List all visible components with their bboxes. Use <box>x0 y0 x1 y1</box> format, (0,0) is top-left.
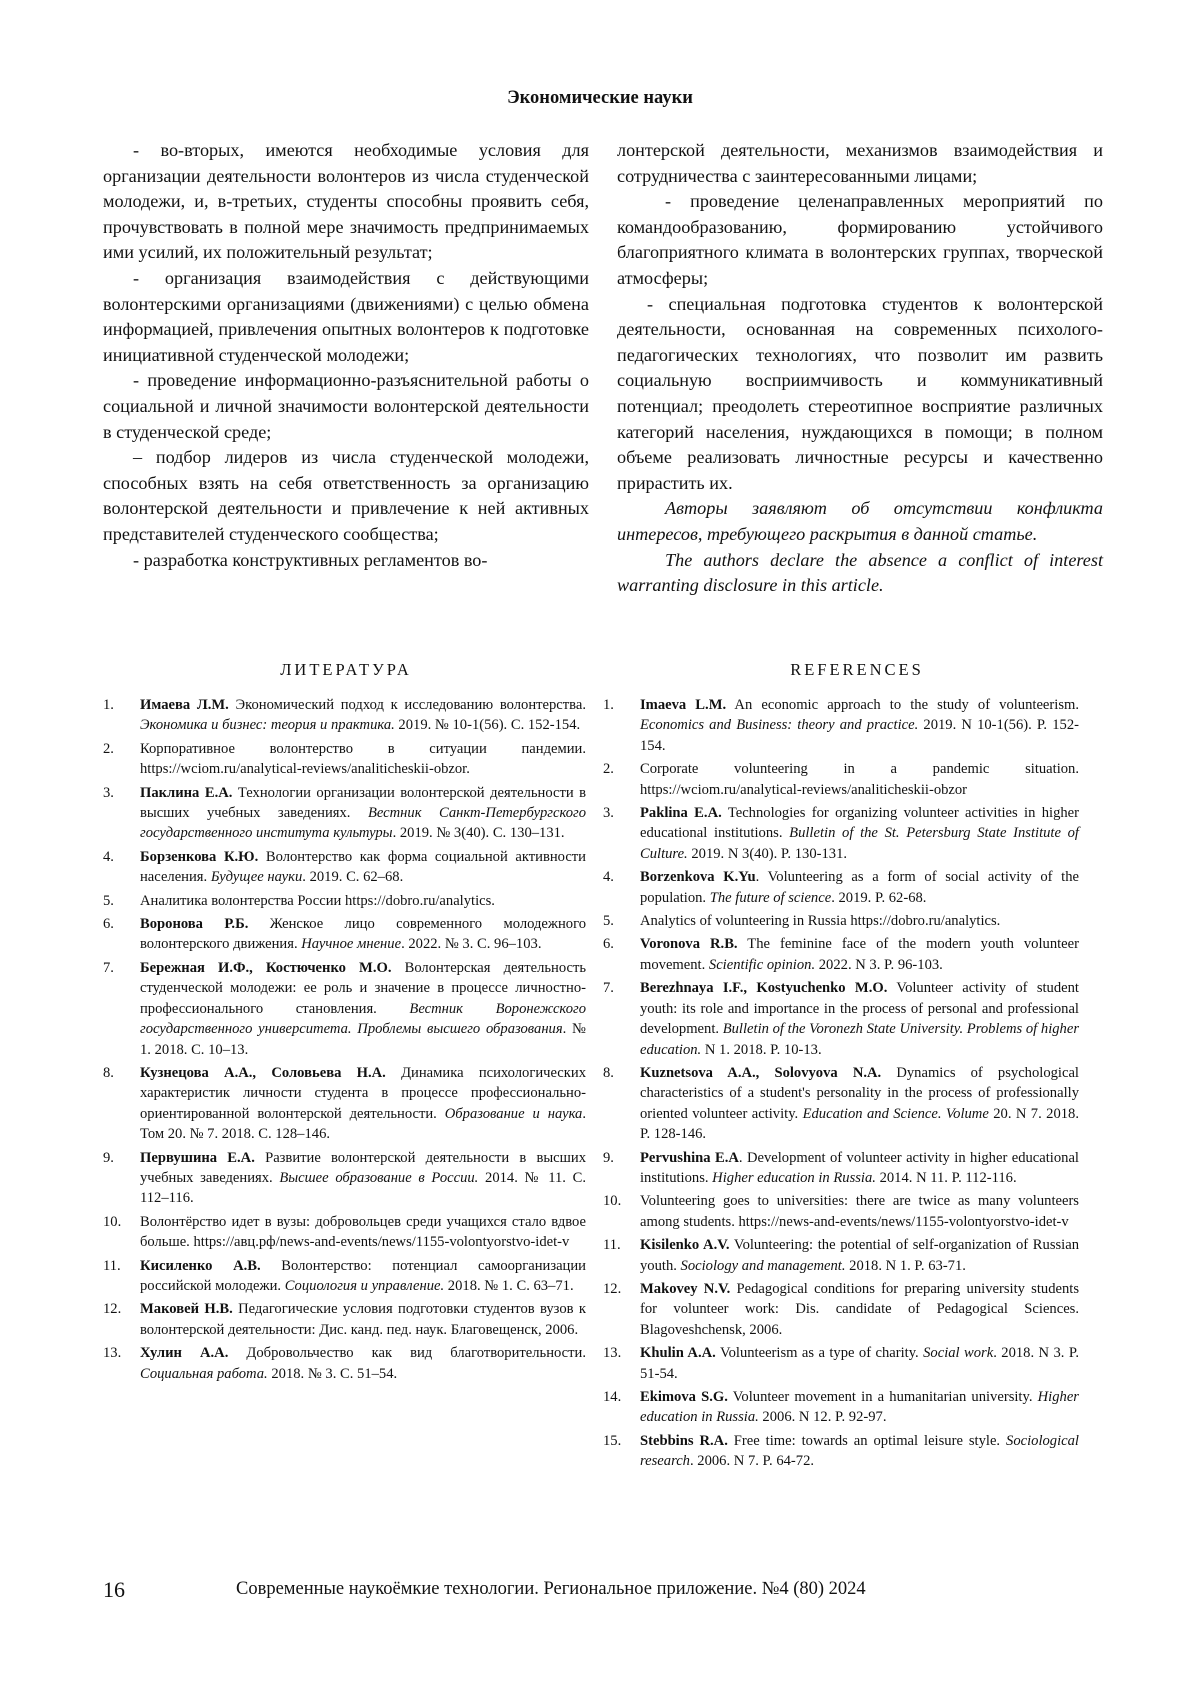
reference-body: Педагогические условия подготовки студентов вузов к волонтерской деятельности: Дис. канд. пед. наук. Благовещенск, 2006. <box>140 1301 586 1338</box>
reference-number: 11. <box>103 1257 121 1274</box>
reference-text <box>640 1148 1079 1189</box>
reference-item <box>603 1063 1079 1145</box>
reference-item <box>603 867 1079 908</box>
reference-item <box>603 1279 1079 1340</box>
reference-source: The future of science <box>709 889 832 906</box>
reference-body: Развитие волонтерской деятельности в высших учебных заведениях. <box>140 1149 586 1186</box>
reference-body: Volunteering: the potential of self-organization of Russian youth. <box>640 1237 1080 1274</box>
reference-source: Высшее образование в России. <box>279 1169 479 1186</box>
reference-item <box>603 1191 1079 1232</box>
reference-text <box>640 1063 1079 1145</box>
reference-body: The feminine face of the modern youth volunteer movement. <box>640 936 1079 973</box>
reference-item <box>603 1343 1079 1384</box>
reference-number: 2. <box>603 761 614 778</box>
reference-details: 2014. N 11. P. 112-116. <box>875 1169 1017 1186</box>
reference-item <box>603 1148 1079 1189</box>
reference-text <box>640 934 1079 975</box>
reference-source: Sociology and management. <box>680 1257 846 1274</box>
reference-item <box>603 1387 1079 1428</box>
reference-number: 10. <box>603 1193 622 1210</box>
reference-details: 2006. N 12. P. 92-97. <box>758 1409 887 1426</box>
paragraph: – подбор лидеров из числа студенческой молодежи, способных взять на себя ответственность за организацию волонтерской деятельности и привлечение к ней активных представителей студенческого сообщества; <box>103 447 589 544</box>
reference-number: 6. <box>103 916 114 933</box>
reference-text <box>640 1279 1079 1340</box>
reference-body: Женское лицо современного молодежного волонтерского движения. <box>140 916 586 953</box>
reference-author: Кисиленко А.В. <box>140 1257 261 1274</box>
reference-text <box>640 803 1079 864</box>
reference-body: Pedagogical conditions for preparing university students for volunteer work: Dis. candidate of Pedagogical Sciences. Blagoveshchensk, 2006. <box>640 1280 1080 1338</box>
reference-source: Bulletin of the Voronezh State University. Problems of higher education. <box>640 1021 1079 1058</box>
reference-item <box>603 934 1079 975</box>
reference-author: Первушина Е.А. <box>140 1149 255 1166</box>
references-list <box>603 695 1079 1475</box>
reference-item <box>103 1212 586 1253</box>
reference-number: 11. <box>603 1237 621 1254</box>
page-number: 16 <box>103 1577 125 1602</box>
reference-item <box>103 1343 586 1384</box>
reference-text <box>140 1343 586 1384</box>
reference-number: 12. <box>103 1301 122 1318</box>
reference-author: Kuznetsova A.A., Solovyova N.A. <box>640 1064 882 1081</box>
reference-body: Волонтерство: потенциал самоорганизации российской молодежи. <box>140 1257 586 1294</box>
reference-body: Волонтерская деятельность студенческой молодежи: ее роль и значение в процессе личностно-профессионального становления. <box>140 959 586 1017</box>
reference-source: Social work <box>923 1345 994 1362</box>
reference-body: Volunteer movement in a humanitarian university. <box>727 1389 1038 1405</box>
paragraph: - проведение информационно-разъяснительной работы о социальной и личной значимости волонтерской деятельности в студенческой среде; <box>103 370 589 442</box>
reference-details: . 2019. № 3(40). С. 130–131. <box>392 825 565 842</box>
reference-text <box>140 1256 586 1297</box>
reference-author: Имаева Л.М. <box>140 697 229 713</box>
reference-details: 2018. N 1. P. 63-71. <box>845 1257 966 1274</box>
reference-author: Kisilenko A.V. <box>640 1237 730 1254</box>
references-heading: REFERENCES <box>790 660 924 679</box>
reference-details: . 2019. С. 62–68. <box>302 869 404 886</box>
reference-source: Вестник Воронежского государственного университета. Проблемы высшего образования <box>140 1000 586 1038</box>
reference-source: Higher education in Russia. <box>640 1389 1079 1426</box>
reference-number: 8. <box>603 1064 614 1081</box>
reference-details: 2018. № 3. С. 51–54. <box>267 1365 398 1382</box>
journal-title: Современные наукоёмкие технологии. Региональное приложение. №4 (80) 2024 <box>236 1579 866 1599</box>
reference-number: 4. <box>603 869 614 886</box>
reference-details: . 2022. № 3. С. 96–103. <box>401 936 542 953</box>
reference-author: Кузнецова А.А., Соловьева Н.А. <box>140 1064 386 1081</box>
reference-details: 2014. № 11. С. 112–116. <box>140 1169 587 1207</box>
reference-text <box>640 1343 1079 1384</box>
reference-item <box>103 695 586 736</box>
reference-item <box>103 1299 586 1340</box>
reference-body: Динамика психологических характеристик личности студента в процессе профессионально-ориентированной волонтерской деятельности. <box>140 1064 586 1122</box>
reference-text <box>140 1299 586 1340</box>
reference-text <box>140 891 586 911</box>
reference-number: 9. <box>103 1149 114 1166</box>
reference-body: Волонтёрство идет в вузы: добровольцев среди учащихся стало вдвое больше. https://авц.рф/news-and-events/news/1155-volontyorstvo-idet-v <box>140 1213 586 1251</box>
reference-text <box>140 739 586 780</box>
reference-item <box>103 891 586 911</box>
reference-number: 5. <box>603 913 614 930</box>
reference-author: Berezhnaya I.F., Kostyuchenko M.O. <box>640 980 888 997</box>
reference-item <box>603 911 1079 931</box>
reference-details: . 2018. N 3. P. 51-54. <box>640 1345 1079 1382</box>
reference-source: Education and Science. Volume <box>802 1105 989 1122</box>
reference-number: 10. <box>103 1213 122 1230</box>
reference-number: 3. <box>603 805 614 822</box>
paragraph: - проведение целенаправленных мероприятий по командообразованию, формированию устойчивого благоприятного климата в волонтерских группах, творческой атмосферы; <box>617 191 1103 288</box>
reference-text <box>140 783 586 844</box>
reference-source: Scientific opinion. <box>708 956 816 973</box>
reference-author: Pervushina E.A <box>640 1149 739 1166</box>
reference-item <box>603 695 1079 756</box>
reference-source: Будущее науки <box>210 869 303 886</box>
reference-body: Корпоративное волонтерство в ситуации пандемии. https://wciom.ru/analytical-reviews/analiticheskii-obzor. <box>140 740 586 778</box>
reference-details: N 1. 2018. P. 10-13. <box>701 1041 822 1058</box>
reference-body: Добровольчество как вид благотворительности. <box>228 1345 586 1362</box>
reference-author: Stebbins R.A. <box>640 1432 728 1449</box>
reference-details: 2019. № 10-1(56). С. 152-154. <box>394 717 581 734</box>
reference-details: . 2006. N 7. P. 64-72. <box>689 1453 815 1470</box>
reference-number: 13. <box>103 1345 122 1362</box>
reference-source: Научное мнение <box>301 936 402 953</box>
reference-item <box>603 1235 1079 1276</box>
reference-body: Technologies for organizing volunteer activities in higher educational institutions. <box>640 805 1080 842</box>
paragraph: - разработка конструктивных регламентов во- <box>133 549 488 570</box>
paragraph: - специальная подготовка студентов к волонтерской деятельности, основанная на современных психолого-педагогических технологиях, что позволит им развить социальную восприимчивость и коммуникативный потенциал; преодолеть стереотипное восприятие различных категорий населения, нуждающихся в помощи; в полном объеме реализовать личностные ресурсы и качественно прирастить их. <box>617 293 1103 493</box>
reference-text <box>640 978 1079 1060</box>
reference-author: Makovey N.V. <box>640 1280 731 1297</box>
reference-body: Аналитика волонтерства России https://dobro.ru/analytics. <box>140 892 495 909</box>
reference-author: Imaeva L.M. <box>640 697 727 713</box>
reference-number: 7. <box>603 980 614 997</box>
reference-text <box>640 1191 1079 1232</box>
reference-details: . Том 20. № 7. 2018. С. 128–146. <box>140 1105 586 1143</box>
reference-text <box>140 958 586 1060</box>
reference-source: Sociological research <box>640 1432 1079 1470</box>
reference-author: Khulin A.A. <box>640 1345 716 1362</box>
reference-item <box>603 978 1079 1060</box>
reference-body: Volunteer activity of student youth: its role and importance in the process of personal and professional development. <box>640 980 1079 1038</box>
reference-item <box>603 803 1079 864</box>
reference-text <box>140 1148 586 1209</box>
reference-number: 5. <box>103 892 114 909</box>
paragraph: - организация взаимодействия с действующими волонтерскими организациями (движениями) с целью обмена информацией, привлечения опытных волонтеров к подготовке инициативной студенческой молодежи; <box>103 267 589 365</box>
reference-source: Экономика и бизнес: теория и практика. <box>140 717 395 734</box>
reference-text <box>640 1431 1079 1472</box>
reference-number: 13. <box>603 1345 622 1362</box>
reference-body: Dynamics of psychological characteristics of a student's personality in the process of professionally oriented volunteer activity. <box>640 1064 1079 1122</box>
reference-text <box>640 867 1079 908</box>
reference-number: 3. <box>103 784 114 801</box>
reference-item <box>603 759 1079 800</box>
reference-body: An economic approach to the study of volunteerism. <box>726 697 1079 713</box>
reference-text <box>640 1387 1079 1428</box>
reference-text <box>140 847 586 888</box>
reference-body: Volunteering goes to universities: there are twice as many volunteers among students. https://news-and-events/news/1155-volontyorstvo-idet-v <box>640 1193 1079 1230</box>
reference-author: Воронова Р.Б. <box>140 916 249 933</box>
reference-number: 9. <box>603 1149 614 1166</box>
reference-source: Economics and Business: theory and practice. <box>640 717 919 734</box>
reference-number: 1. <box>103 697 114 713</box>
reference-number: 8. <box>103 1064 114 1081</box>
reference-details: 20. N 7. 2018. P. 128-146. <box>640 1105 1079 1143</box>
reference-author: Voronova R.B. <box>640 936 738 953</box>
reference-details: 2019. N 10-1(56). P. 152-154. <box>640 717 1079 754</box>
reference-item <box>103 914 586 955</box>
reference-text <box>140 1063 586 1145</box>
reference-author: Маковей Н.В. <box>140 1301 233 1318</box>
reference-source: Образование и наука <box>444 1105 583 1122</box>
reference-item <box>103 783 586 844</box>
reference-item <box>103 847 586 888</box>
reference-body: Экономический подход к исследованию волонтерства. <box>228 697 586 713</box>
reference-details: 2018. № 1. С. 63–71. <box>444 1277 574 1294</box>
reference-number: 14. <box>603 1389 622 1405</box>
reference-details: 2022. N 3. P. 96-103. <box>815 956 943 973</box>
reference-item <box>103 1063 586 1145</box>
reference-author: Paklina E.A. <box>640 805 722 822</box>
reference-item <box>103 1256 586 1297</box>
reference-number: 12. <box>603 1280 622 1297</box>
reference-details: . № 1. 2018. С. 10–13. <box>140 1021 586 1058</box>
reference-number: 2. <box>103 740 114 757</box>
reference-item <box>103 958 586 1060</box>
body-left-column <box>103 138 589 573</box>
reference-body: Free time: towards an optimal leisure style. <box>727 1432 1007 1449</box>
reference-body: Технологии организации волонтерской деятельности в высших учебных заведениях. <box>140 784 587 822</box>
reference-number: 1. <box>603 697 614 713</box>
conflict-statement-ru: Авторы заявляют об отсутствии конфликта интересов, требующего раскрытия в данной статье. <box>617 498 1103 544</box>
reference-text <box>640 911 1079 931</box>
reference-number: 4. <box>103 848 114 865</box>
reference-author: Borzenkova K.Yu <box>640 869 756 886</box>
reference-source: Социальная работа. <box>140 1365 268 1382</box>
reference-number: 15. <box>603 1432 622 1449</box>
reference-source: Bulletin of the St. Petersburg State Institute of Culture. <box>640 825 1079 862</box>
reference-author: Бережная И.Ф., Костюченко М.О. <box>140 959 392 976</box>
reference-source: Higher education in Russia. <box>712 1169 876 1186</box>
reference-details: 2019. N 3(40). P. 130-131. <box>687 845 848 862</box>
reference-author: Хулин А.А. <box>140 1345 229 1362</box>
paragraph: лонтерской деятельности, механизмов взаимодействия и сотрудничества с заинтересованными лицами; <box>617 140 1103 186</box>
literature-list <box>103 695 586 1387</box>
reference-body: . Development of volunteer activity in higher educational institutions. <box>640 1149 1079 1186</box>
reference-item <box>103 1148 586 1209</box>
reference-text <box>640 695 1079 756</box>
literature-heading: ЛИТЕРАТУРА <box>280 660 412 679</box>
reference-body: Волонтерство как форма социальной активности населения. <box>140 848 586 886</box>
reference-body: Volunteerism as a type of charity. <box>715 1345 924 1362</box>
reference-author: Паклина Е.А. <box>140 784 233 801</box>
reference-body: Corporate volunteering in a pandemic situation. https://wciom.ru/analytical-reviews/analiticheskii-obzor <box>640 761 1079 798</box>
reference-text <box>640 1235 1079 1276</box>
reference-number: 6. <box>603 936 614 953</box>
reference-text <box>140 914 586 955</box>
reference-text <box>140 1212 586 1253</box>
paragraph: - во-вторых, имеются необходимые условия для организации деятельности волонтеров из числа студенческой молодежи, и, в-третьих, студенты способны проявить себя, прочувствовать в полной мере значимость предпринимаемых ими усилий, их положительный результат; <box>103 140 589 263</box>
reference-source: Вестник Санкт-Петербургского государственного института культуры <box>140 805 586 842</box>
reference-author: Борзенкова К.Ю. <box>140 848 259 865</box>
reference-item <box>603 1431 1079 1472</box>
reference-text <box>140 695 586 736</box>
section-title: Экономические науки <box>507 88 693 108</box>
reference-item <box>103 739 586 780</box>
reference-body: . Volunteering as a form of social activity of the population. <box>640 869 1079 906</box>
reference-details: . 2019. P. 62-68. <box>831 889 927 906</box>
reference-number: 7. <box>103 959 114 976</box>
reference-author: Ekimova S.G. <box>640 1389 728 1405</box>
conflict-statement-en: The authors declare the absence a conflict of interest warranting disclosure in this article. <box>617 549 1103 596</box>
reference-source: Социология и управление. <box>284 1277 445 1294</box>
body-right-column <box>617 138 1103 599</box>
reference-body: Analytics of volunteering in Russia https://dobro.ru/analytics. <box>640 913 1001 930</box>
reference-text <box>640 759 1079 800</box>
